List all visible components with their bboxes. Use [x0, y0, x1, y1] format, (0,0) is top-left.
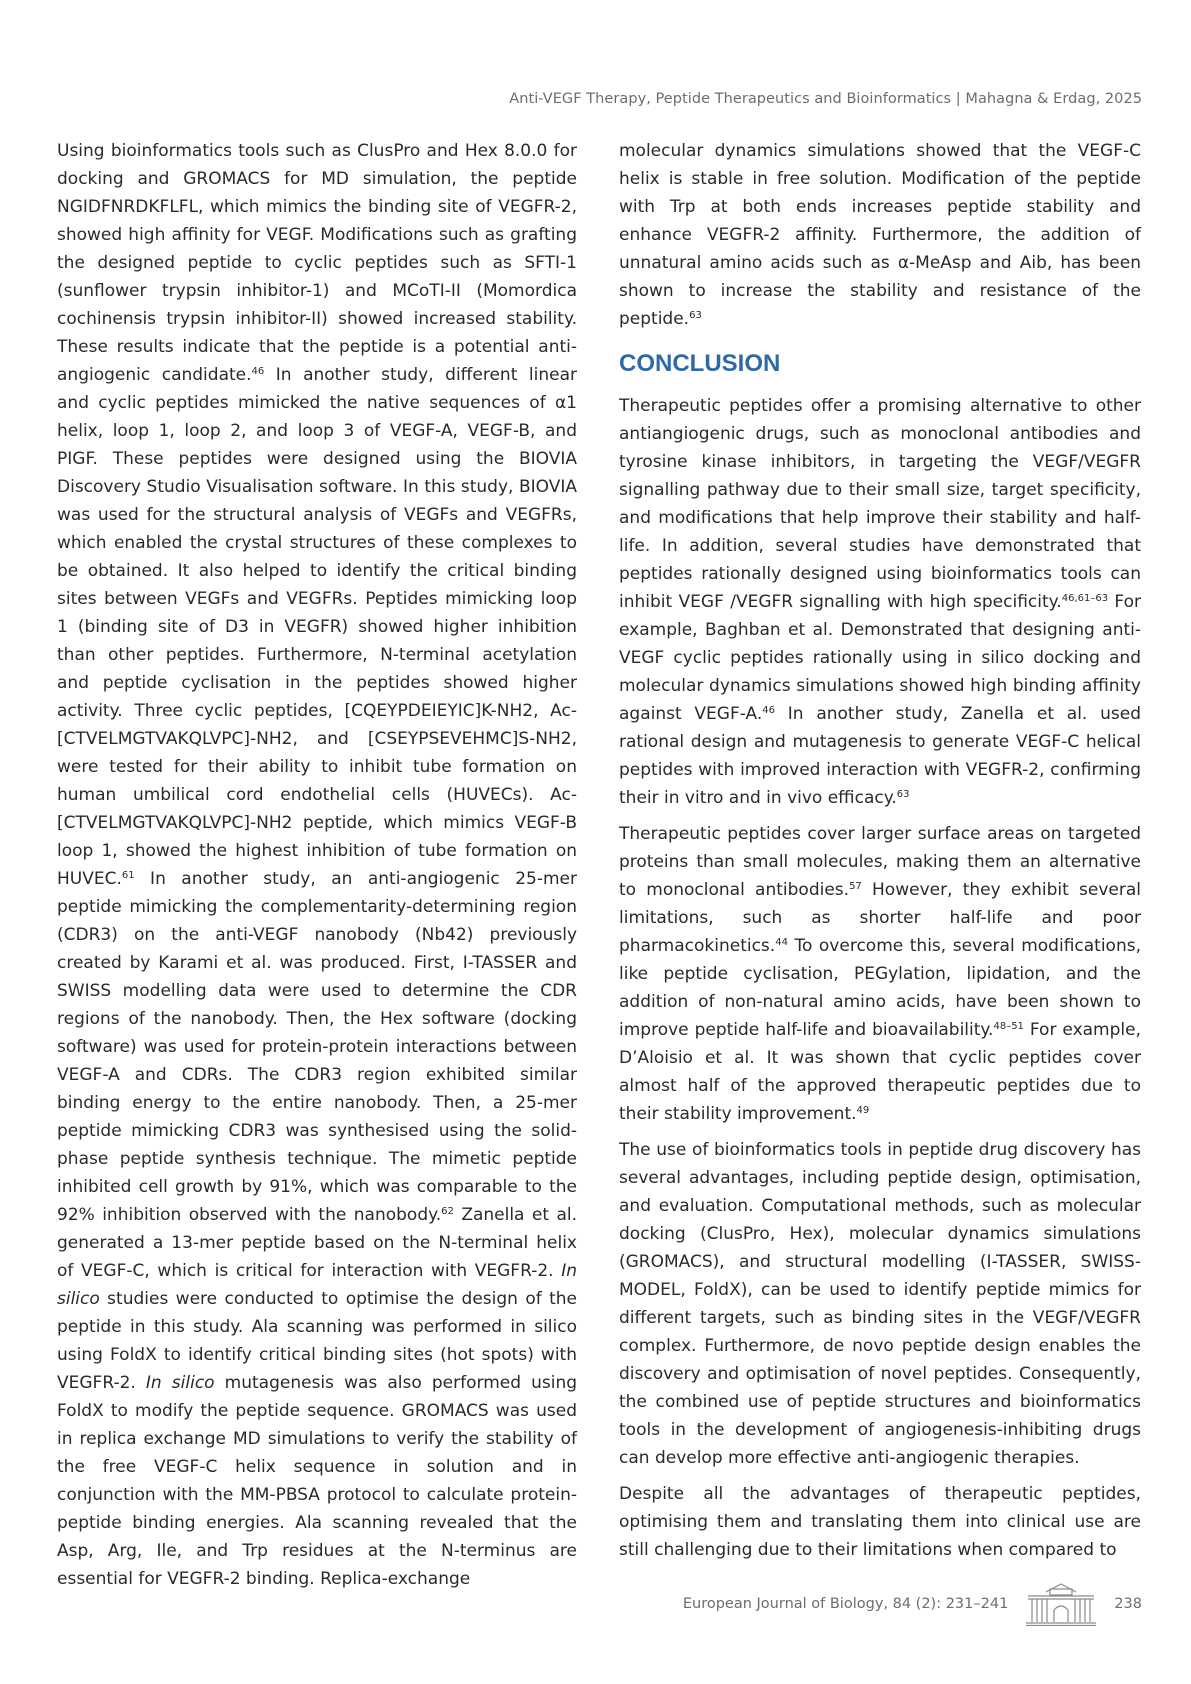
- citation: 49: [856, 1105, 870, 1116]
- body-paragraph: The use of bioinformatics tools in peptide drug discovery has several advantages, including peptide design, optimisation, and evaluation. Computational methods, such as molecular docking (ClusPro, Hex), molecular dynamics simulations (GROMACS), and structural modelling (I-TASSER, SWISS-MODEL, FoldX), can be used to identify peptide mimics for different targets, such as binding sites in the VEGF/VEGFR complex. Furthermore, de novo peptide design enables the discovery and optimisation of novel peptides. Consequently, the combined use of peptide structures and bioinformatics tools in the development of angiogenesis-inhibiting drugs can develop more effective anti-angiogenic therapies.: [619, 1140, 1141, 1468]
- citation: 46: [251, 366, 265, 377]
- citation: 57: [849, 881, 862, 892]
- body-paragraph: molecular dynamics simulations showed that the VEGF-C helix is stable in free solution. Modification of the peptide with Trp at both ends increases peptide stability and enhance VEGFR-2 affinity. Furthermore, the addition of unnatural amino acids such as α-MeAsp and Aib, has been shown to increase the stability and resistance of the peptide.$^{63}$: [619, 141, 1141, 329]
- citation: 48–51: [993, 1021, 1024, 1032]
- body-paragraph: Therapeutic peptides cover larger surface areas on targeted proteins than small molecules, making them an alternative to monoclonal antibodies.$^{57}$ However, they exhibit several limitations, such as shorter half-life and poor pharmacokinetics.$^{44}$ To overcome this, several modifications, like peptide cyclisation, PEGylation, lipidation, and the addition of non-natural amino acids, have been shown to improve peptide half-life and bioavailability.$^{48-51}$ For example, D’Aloisio et al. It was shown that cyclic peptides cover almost half of the approved therapeutic peptides due to their stability improvement.$^{49}$: [619, 824, 1141, 1124]
- citation: 44: [775, 937, 788, 948]
- running-head: Anti-VEGF Therapy, Peptide Therapeutics and Bioinformatics | Mahagna & Erdag, 2025: [509, 91, 1142, 107]
- left-column: [57, 137, 577, 1601]
- citation: 62: [441, 1206, 454, 1217]
- page-number: 238: [1114, 1596, 1142, 1612]
- body-paragraph: Despite all the advantages of therapeutic peptides, optimising them and translating them into clinical use are still challenging due to their limitations when compared to: [619, 1484, 1141, 1560]
- citation: 46: [762, 705, 775, 716]
- right-column: [619, 137, 1141, 1572]
- citation: 63: [689, 310, 702, 321]
- university-building-logo-icon: [1026, 1582, 1096, 1626]
- page-footer: [683, 1582, 1142, 1626]
- journal-citation: European Journal of Biology, 84 (2): 231–241: [682, 1596, 1009, 1612]
- body-paragraph: Using bioinformatics tools such as ClusPro and Hex 8.0.0 for docking and GROMACS for MD simulation, the peptide NGIDFNRDKFLFL, which mimics the binding site of VEGFR-2, showed high affinity for VEGF. Modifications such as grafting the designed peptide to cyclic peptides such as SFTI-1 (sunflower trypsin inhibitor-1) and MCoTI-II (Momordica cochinensis trypsin inhibitor-II) showed increased stability. These results indicate that the peptide is a potential anti-angiogenic candidate.$^{46}$ In another study, different linear and cyclic peptides mimicked the native sequences of α1 helix, loop 1, loop 2, and loop 3 of VEGF-A, VEGF-B, and PIGF. These peptides were designed using the BIOVIA Discovery Studio Visualisation software. In this study, BIOVIA was used for the structural analysis of VEGFs and VEGFRs, which enabled the crystal structures of these complexes to be obtained. It also helped to identify the critical binding sites between VEGFs and VEGFRs. Peptides mimicking loop 1 (binding site of D3 in VEGFR) showed higher inhibition than other peptides. Furthermore, N-terminal acetylation and peptide cyclisation in the peptides showed higher activity. Three cyclic peptides, [CQEYPDEIEYIC]K-NH2, Ac-[CTVELMGTVAKQLVPC]-NH2, and [CSEYPSEVEHMC]S-NH2, were tested for their ability to inhibit tube formation on human umbilical cord endothelial cells (HUVECs). Ac-[CTVELMGTVAKQLVPC]-NH2 peptide, which mimics VEGF-B loop 1, showed the highest inhibition of tube formation on HUVEC.$^{61}$ In another study, an anti-angiogenic 25-mer peptide mimicking the complementarity-determining region (CDR3) on the anti-VEGF nanobody (Nb42) previously created by Karami et al. was produced. First, I-TASSER and SWISS modelling data were used to determine the CDR regions of the nanobody. Then, the Hex software (docking software) was used for protein-protein interactions between VEGF-A and CDRs. The CDR3 region exhibited similar binding energy to the entire nanobody. Then, a 25-mer peptide mimicking CDR3 was synthesised using the solid-phase peptide synthesis technique. The mimetic peptide inhibited cell growth by 91%, which was comparable to the 92% inhibition observed with the nanobody.$^{62}$ Zanella et al. generated a 13-mer peptide based on the N-terminal helix of VEGF-C, which is critical for interaction with VEGFR-2. In silico studies were conducted to optimise the design of the peptide in this study. Ala scanning was performed in silico using FoldX to identify critical binding sites (hot spots) with VEGFR-2. In silico mutagenesis was also performed using FoldX to modify the peptide sequence. GROMACS was used in replica exchange MD simulations to verify the stability of the free VEGF-C helix sequence in solution and in conjunction with the MM-PBSA protocol to calculate protein-peptide binding energies. Ala scanning revealed that the Asp, Arg, Ile, and Trp residues at the N-terminus are essential for VEGFR-2 binding. Replica-exchange: [57, 141, 578, 1589]
- section-heading-conclusion: CONCLUSION: [619, 350, 781, 377]
- citation: 61: [121, 870, 135, 881]
- citation: 63: [896, 789, 910, 800]
- body-paragraph: Therapeutic peptides offer a promising alternative to other antiangiogenic drugs, such as monoclonal antibodies and tyrosine kinase inhibitors, in targeting the VEGF/VEGFR signalling pathway due to their small size, target specificity, and modifications that help improve their stability and half-life. In addition, several studies have demonstrated that peptides rationally designed using bioinformatics tools can inhibit VEGF /VEGFR signalling with high specificity.$^{46,61-63}$ For example, Baghban et al. Demonstrated that designing anti-VEGF cyclic peptides rationally using in silico docking and molecular dynamics simulations showed high binding affinity against VEGF-A.$^{46}$ In another study, Zanella et al. used rational design and mutagenesis to generate VEGF-C helical peptides with improved interaction with VEGFR-2, confirming their in vitro and in vivo efficacy.$^{63}$: [619, 396, 1141, 808]
- citation: 46,61–63: [1061, 593, 1109, 604]
